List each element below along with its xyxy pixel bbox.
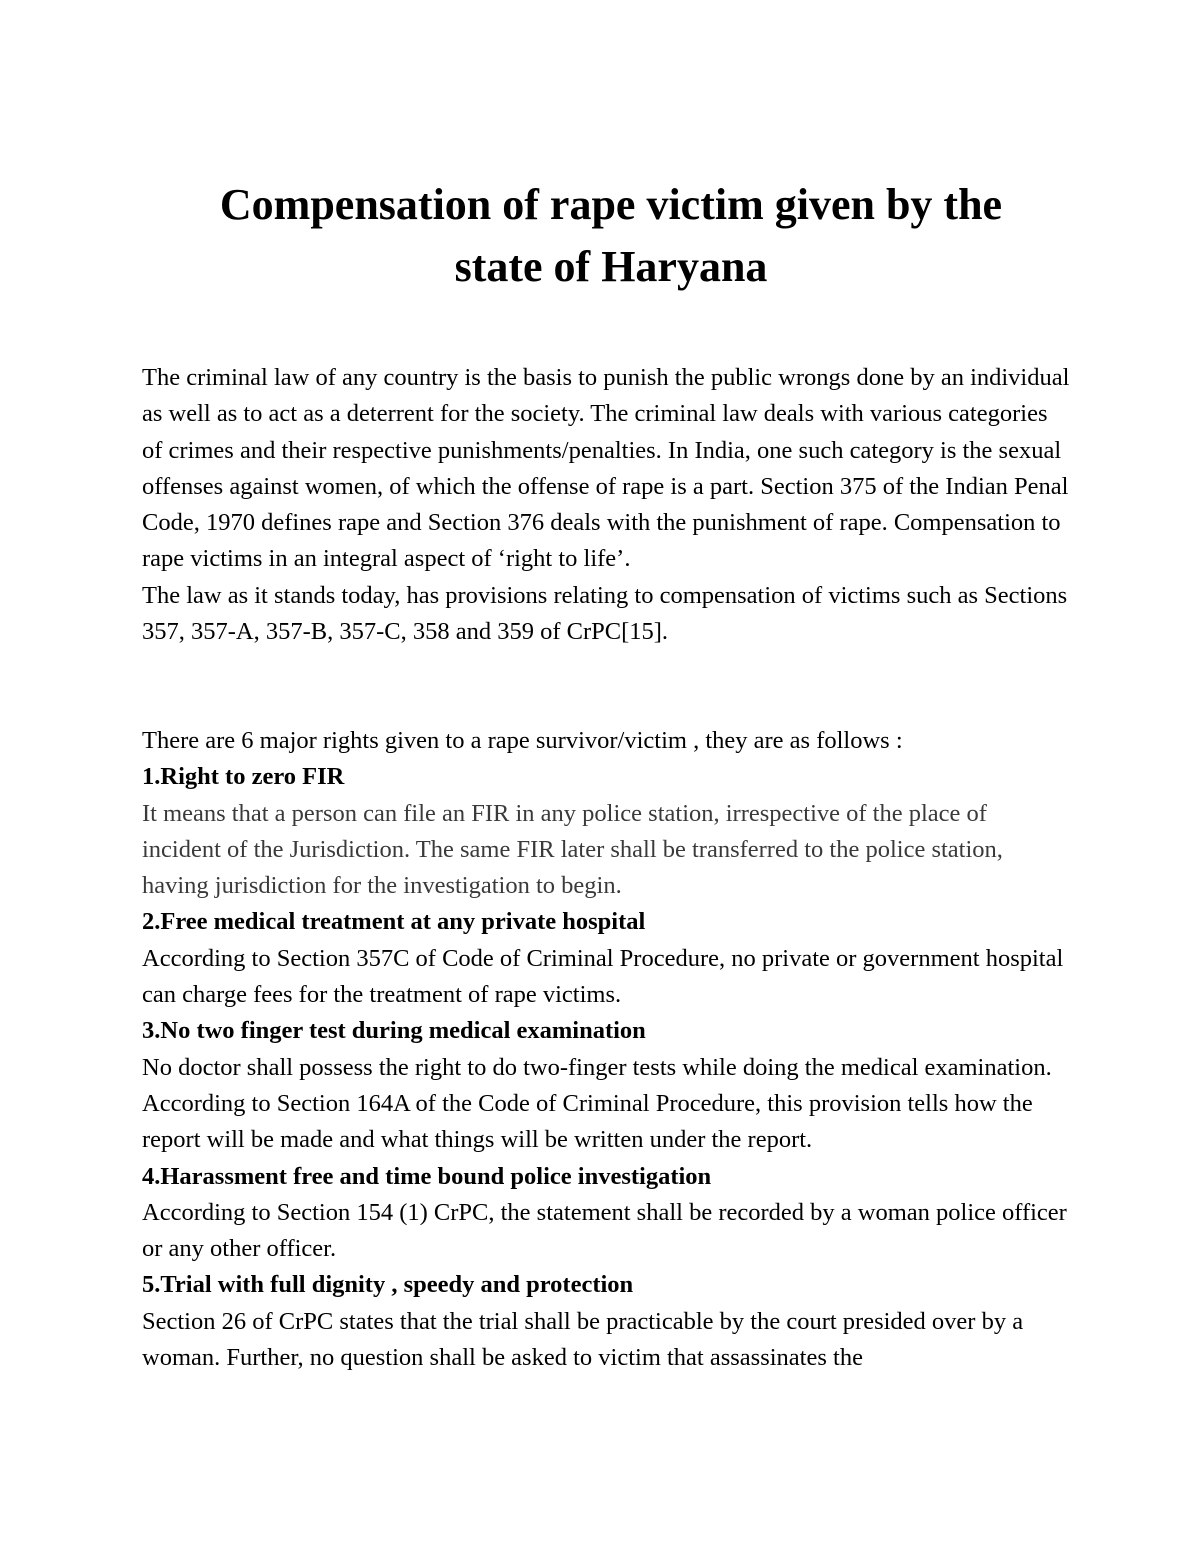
title-line-2: state of Haryana xyxy=(454,242,768,291)
right-1-heading: 1.Right to zero FIR xyxy=(142,763,345,791)
right-5-heading: 5.Trial with full dignity , speedy and protection xyxy=(142,1271,634,1299)
right-2-heading: 2.Free medical treatment at any private hospital xyxy=(142,908,646,936)
right-3-heading: 3.No two finger test during medical examination xyxy=(142,1017,646,1045)
intro-paragraph-2: The law as it stands today, has provisions relating to compensation of victims such as Sections 357, 357-A, 357-B, 357-C, 358 and 359 of CrPC[15]. xyxy=(142,581,1068,646)
right-2-text: According to Section 357C of Code of Criminal Procedure, no private or government hospital can charge fees for the treatment of rape victims. xyxy=(142,944,1064,1009)
right-3-text: No doctor shall possess the right to do two-finger tests while doing the medical examination. According to Section 164A of the Code of Criminal Procedure, this provision tells how the report will be made and what things will be written under the report. xyxy=(142,1053,1052,1154)
document-body xyxy=(142,360,1070,1376)
right-5-text: Section 26 of CrPC states that the trial shall be practicable by the court presided over by a woman. Further, no question shall be asked to victim that assassinates the xyxy=(142,1307,1024,1372)
right-4-text: According to Section 154 (1) CrPC, the statement shall be recorded by a woman police officer or any other officer. xyxy=(142,1198,1067,1263)
paragraph-spacer xyxy=(142,650,1070,723)
title-line-1: Compensation of rape victim given by the xyxy=(219,180,1003,229)
document-title xyxy=(142,174,1070,298)
right-4-heading: 4.Harassment free and time bound police investigation xyxy=(142,1162,712,1190)
right-1-text: It means that a person can file an FIR in any police station, irrespective of the place of incident of the Jurisdiction. The same FIR later shall be transferred to the police station, having jurisdiction for the investigation to begin. xyxy=(142,799,1003,900)
intro-paragraph-1: The criminal law of any country is the basis to punish the public wrongs done by an individual as well as to act as a deterrent for the society. The criminal law deals with various categories of crimes and their respective punishments/penalties. In India, one such category is the sexual offenses against women, of which the offense of rape is a part. Section 375 of the Indian Penal Code, 1970 defines rape and Section 376 deals with the punishment of rape. Compensation to rape victims in an integral aspect of ‘right to life’. xyxy=(142,364,1070,573)
rights-intro: There are 6 major rights given to a rape survivor/victim , they are as follows : xyxy=(142,726,903,754)
